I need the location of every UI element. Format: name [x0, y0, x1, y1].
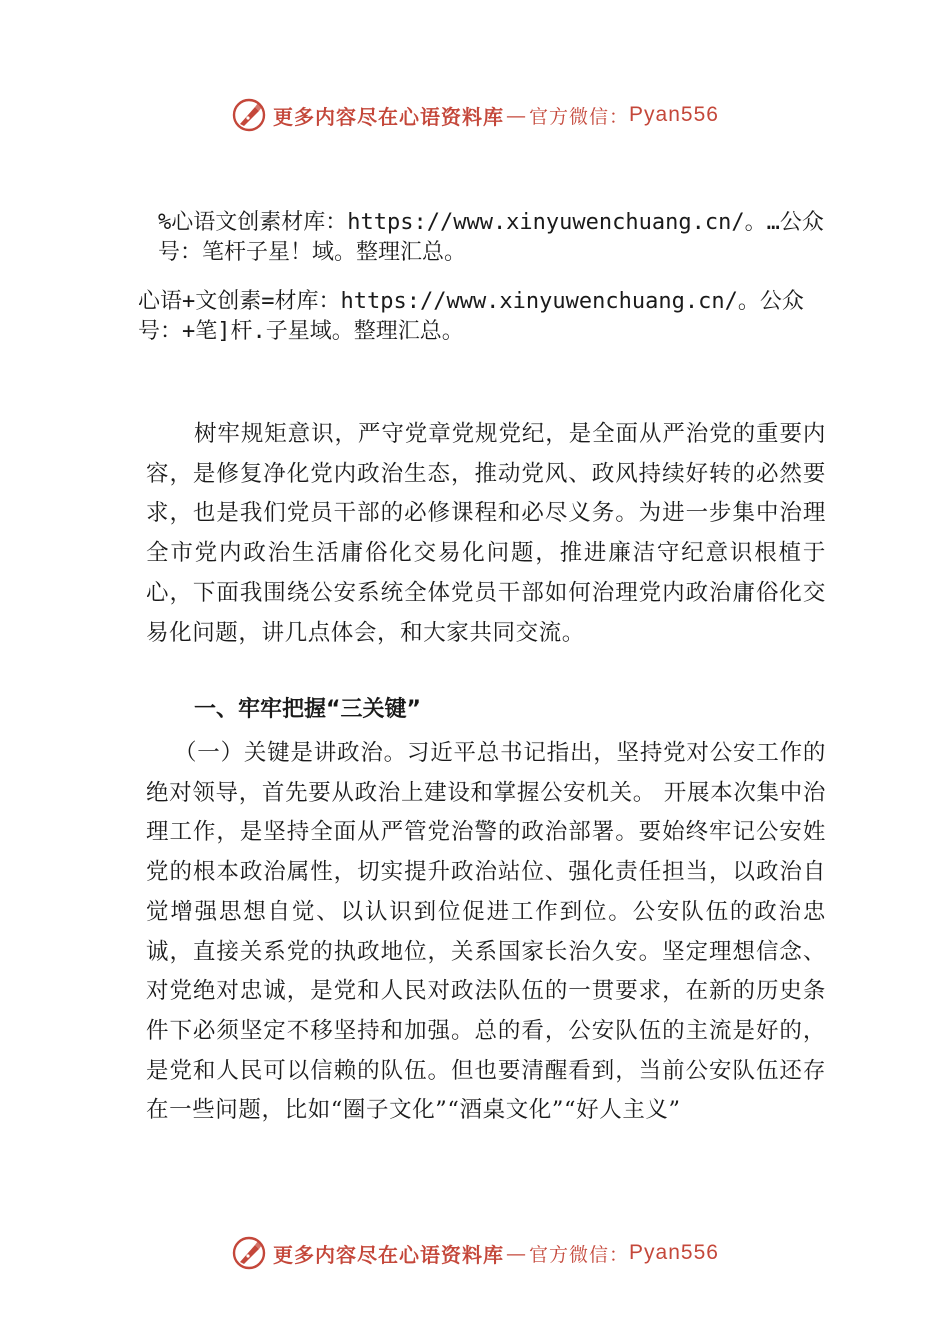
section-heading: 一、牢牢把握“三关键” — [194, 697, 421, 722]
banner-separator: — — [506, 103, 528, 127]
banner-wechat-label: 官方微信： — [529, 1243, 630, 1266]
banner-wechat-handle: Pyan556 — [629, 1241, 719, 1264]
point-one-paragraph: （一）关键是讲政治。习近平总书记指出，坚持党对公安工作的绝对领导，首先要从政治上建设和掌握公安机关。 开展本次集中治理工作，是坚持全面从严管党治警的政治部署。要始终牢记公安姓党的根本政治属性，切实提升政治站位、强化责任担当，以政治自觉增强思想自觉、以认识到位促进工作到位。公安队伍的政治忠诚，直接关系党的执政地位，关系国家长治久安。坚定理想信念、对党绝对忠诚，是党和人民对政法队伍的一贯要求，在新的历史条件下必须坚定不移坚持和加强。总的看，公安队伍的主流是好的，是党和人民可以信赖的队伍。但也要清醒看到，当前公安队伍还存在一些问题，比如“圈子文化”“酒桌文化”“好人主义” — [146, 740, 826, 1124]
banner-wechat-handle: Pyan556 — [629, 103, 719, 126]
header-watermark-banner — [0, 93, 950, 137]
banner-brand-text: 更多内容尽在心语资料库 — [273, 104, 505, 129]
footer-watermark-banner — [0, 1231, 950, 1275]
banner-separator: — — [506, 1241, 528, 1265]
pen-nib-logo-icon — [231, 97, 267, 133]
banner-wechat-label: 官方微信： — [529, 105, 630, 128]
source-note-2: 心语+文创素=材库：https://www.xinyuwenchuang.cn/。公众号：+笔]杆.子星域。整理汇总。 — [138, 289, 804, 344]
banner-brand-text: 更多内容尽在心语资料库 — [273, 1242, 505, 1267]
pen-nib-logo-icon — [231, 1235, 267, 1271]
source-note-1: %心语文创素材库：https://www.xinyuwenchuang.cn/。…公众号：笔杆子星！域。整理汇总。 — [158, 210, 824, 265]
intro-paragraph: 树牢规矩意识，严守党章党规党纪，是全面从严治党的重要内容，是修复净化党内政治生态，推动党风、政风持续好转的必然要求，也是我们党员干部的必修课程和必尽义务。为进一步集中治理全市党内政治生活庸俗化交易化问题，推进廉洁守纪意识根植于心，下面我围绕公安系统全体党员干部如何治理党内政治庸俗化交易化问题，讲几点体会，和大家共同交流。 — [146, 421, 826, 646]
